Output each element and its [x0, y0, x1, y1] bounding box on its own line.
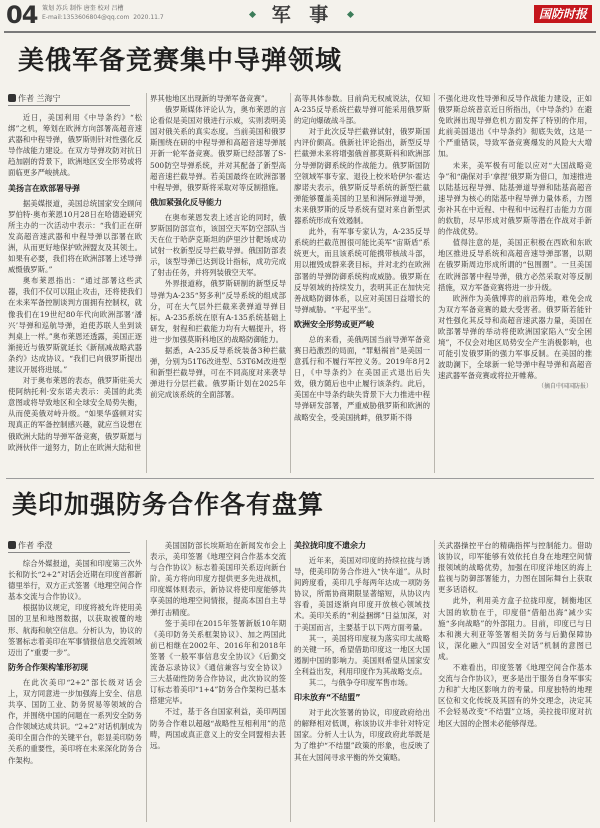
subheading: 欧洲安全形势或更严峻 [294, 319, 374, 329]
subheading: 美扬言在欧部署导弹 [8, 183, 80, 193]
section-title: 军 事 [271, 4, 335, 26]
article1-byline: 作者 兰海宁 [8, 93, 130, 106]
header-meta [42, 4, 192, 22]
column-divider [434, 540, 435, 822]
article1-column-2: 界其他地区出现新的导弹军备竞赛”。 俄罗斯媒体评论认为，奥布莱恩的言论看似是美国对俄进行示威，实则表明美国对俄关系的真实态度。当前美国和俄罗斯围绕在研的中程导弹和高超音速导弹展开新一轮军备竞赛。俄罗斯已经部署了S-500防空导弹系统，并对其配备了新型高超音速拦截导弹。若美国最终在欧洲部署中程导弹，俄罗斯将采取对等反制措施。 俄加紧强化反导能力 在奥布莱恩发表上述言论的同时，俄罗斯国防部宣布，该国空天军防空部队当天在位于哈萨克斯坦的萨里沙甘靶场成功试射一枚新型反导拦截导弹。俄国防部表示，该型导弹已达到设计指标，成功完成了射击任务，并将列装俄空天军。 外界报道称，俄罗斯研制的新型反导导弹为A-235“努多利”反导系统的组成部分，可在大气层外拦截来袭弹道导弹目标。A-235系统在原有A-135系统基础上研发，射程和拦截能力均有大幅提升，将进一步加强莫斯科地区的战略防御能力。 据悉，A-235反导系统装备3种拦截弹，分别为51T6改进型、53T6M改进型和新型拦截导弹，可在不同高度对来袭导弹进行分层拦截。俄罗斯计划在2025年前完成该系统的全面部署。 [150, 94, 286, 400]
subheading: 美拉拢印度不遗余力 [294, 541, 366, 550]
subheading: 俄加紧强化反导能力 [150, 197, 222, 207]
article2-column-1: 综合外媒报道，美国和印度第三次外长和防长“2+2”对话会近期在印度首都新德里举行，双方正式签署《地理空间合作基本交流与合作协议》。 根据协议规定，印度将被允许使用美国的卫星和地图数据，以获取被覆的地形、航海和航空信息。分析认为，协议的签署标志着美印在军事情报信息交流领域迈出了“重要一步”。 防务合作架构雏形初现 在此次美印“2+2”部长级对话会上，双方同意进一步加强海上安全、信息共享、国防工业、防务贸易等领域的合作，并围绕中国的问题在一系列安全防务合作领域达成共识。“2+2”对话机制成为美印全面合作的关键平台，彰显美印防务关系的重要性，美印将在未来深化防务合作架构。 [8, 559, 142, 765]
source-note: （摘自中国国防报） [537, 383, 592, 391]
article1-column-4: 不强化进攻性导弹和反导作战能力建设，正如俄罗斯总统普京近日所指出，《中导条约》在避免欧洲出现导弹危机方面发挥了特别的作用，此前美国退出《中导条约》彻底失效，这是一个严重错误，导致军备竞赛爆发的风险大大增加。 未来，美军极有可能以应对“大国战略竞争”和“确保对手‘拿捏’俄罗斯为借口，加速推进以陆基远程导弹、陆基弹道导弹和陆基高超音速导弹为核心的陆基中程导弹力量体系，力图弥补其在中近程、中程和中远程打击能力方面的软肋，尽早形成对俄罗斯等潜在作战对手新的作战优势。 值得注意的是，美国正积极在西欧和东欧地区推进反导系统和高超音速导弹部署，以期在俄罗斯周边形成所谓的“包围圈”。一旦美国在欧洲部署中程导弹，俄方必然采取对等反制措施，双方军备竞赛将进一步升级。 欧洲作为美俄博弈的前沿阵地，难免会成为双方军备竞赛的最大受害者。俄罗斯若能针对性强化其反导和高超音速武器力量，美国在欧部署导弹的举动将使欧洲国家陷入“安全困境”，不仅会对地区局势安全产生消极影响，也可能引发俄罗斯的强力军事反制。在美国的推波助澜下，全球新一轮导弹中程导弹和高超音速武器军备竞赛或将拉开帷幕。 （摘自中国国防报） [438, 93, 592, 468]
article2-column-4: 关武器操控平台的精确指挥与控制能力。借助该协议，印军能够有效依托自身在地理空间情报领域的战略优势，加强在印度洋地区的海上监视与防御部署能力，力图在国际舞台上获取更多话语权。 此外，利用美方盒子拉拢印度，制衡地区大国的软肋在于，印度借“借船出海”减少实施“多向战略”的外部阻力。目前，印度已与日本和澳大利亚等签署相关防务与后勤保障协议，深化融入“四国安全对话”机制的意图已成。 不难看出，印度签署《地理空间合作基本交流与合作协议》，更多是出于服务自身军事实力和扩大地区影响力的考量。印度独特的地理区位和文化传统及其固有的外交理念，决定其不会轻易改变“不结盟”立场，美拉拢印度对抗地区大国的企图未必能够得逞。 [438, 541, 592, 728]
column-divider [434, 93, 435, 473]
page-header [0, 0, 600, 30]
column-divider [290, 93, 291, 473]
article-divider [6, 478, 594, 479]
column-divider [146, 93, 147, 473]
star-icon [347, 11, 354, 18]
star-icon [249, 11, 256, 18]
article2-column-2: 美国国防部长埃斯珀在新闻发布会上表示，美印签署《地理空间合作基本交流与合作协议》标志着美国印关系迈向新台阶。美方将向印度方提供更多先进战机，印度媒体则表示，新协议将使印度能够共享美国的地理空间情报，提高本国自主导弹打击精度。 签于美印在2015年签署新版10年期《美印防务关系框架协议》、加之两国此前已相继在2002年、2016年和2018年签署《一般军事信息安全协议》《后勤交流备忘录协议》《通信兼容与安全协议》三大基础性防务合作协议，此次协议的签订标志着美印“1+4”防务合作架构已基本搭建完毕。 不过，基于各自国家利益，美印两国防务合作难以超越“战略性互相利用”的范畴，两国或真正意义上的安全同盟相去甚远。 [150, 541, 286, 750]
masthead-logo: 国防时报 [534, 5, 592, 23]
page-number: 04 [6, 1, 38, 29]
header-date: 2020.11.7 [133, 14, 164, 21]
subheading: 防务合作架构雏形初现 [8, 662, 88, 672]
article1-headline: 美俄军备竞赛集中导弹领域 [18, 46, 343, 76]
header-credits: 策划 苏兵 制作 唐奎 校对 吕槽 [42, 5, 124, 12]
pen-icon [8, 94, 16, 102]
article1-column-1: 近日，美国利用《中导条约》“松绑”之机，筹划在欧洲方向部署高超音速武器和中程导弹，俄罗斯则针对性强化反导作战能力建设。在双方导弹攻防对抗日趋加剧的背景下，欧洲地区安全形势或将面临更多严峻挑战。 美扬言在欧部署导弹 据美媒报道，美国总统国家安全顾问罗伯特·奥布莱恩10月28日在哈德逊研究所主办的一次活动中表示：“我们正在研发高超音速武器和中程导弹以部署在欧洲，从而更好地保护欧洲盟友及其领土。如果有必要，我们将在欧洲部署上述导弹威慑俄罗斯。” 奥布莱恩指出：“通过部署这些武器，我们不仅可以阻止攻击，还将使我们在未来军备控制谈判方面拥有控制权，就像我们在19世纪80年代向欧洲部署‘潘兴’导弹和巡航导弹，迫使苏联人坐到谈判桌上一样。”奥布莱恩还透露，美国正逐渐接近与俄罗斯就延长《新削减战略武器条约》达成协议。“我们已向俄罗斯提出建议开展将进展。” 对于奥布莱恩的表态，俄罗斯驻美大使阿纳托利·安东诺夫表示：美国的此类意图或将导致地区和全球安全局势失衡，从而使美俄对峙升级。“如果华盛顿对实现真正的军备控制感兴趣，就应当设想在俄欧洲大陆的导弹军备竞赛，俄罗斯愿与欧洲伙伴一道努力，防止在欧洲大陆和世 [8, 113, 142, 452]
article2-column-3: 美拉拢印度不遗余力 近年来，美国对印度的持续拉拢与诱导，使美印防务合作进入“快车道”。从时间跨度看，美印几乎每两年达成一项防务协议，所需协商期限显著缩短，从协议内容看，美国逐渐向印度开放核心领域技术。美印关系的“利益捆绑”日益加深，对于美国而言，主要基于以下两方面考量。 其一，美国将印度视为落实印太战略的关键一环，希望借助印度这一地区大国遏制中国的影响力。美国则希望从国家安全利益出发，利用印度作为其战略支点。 其二，与俄争夺印度军售市场。 印未放弃“不结盟” 对于此次签署的协议，印度政府给出的解释相对低调，称该协议并非针对特定国家。分析人士认为，印度政府此举既是为了维护“不结盟”政策的形象，也反映了其在大国间寻求平衡的外交策略。 [294, 541, 430, 762]
subheading: 印未放弃“不结盟” [294, 693, 361, 703]
header-email: E-mail:1353606804@qq.com 2020.11.7 [42, 14, 164, 21]
header-rule [4, 31, 596, 33]
column-divider [146, 540, 147, 822]
article1-column-3: 高等具体参数。目前尚无权威说法，仅知A-235反导系统拦截导弹可能采用俄罗斯的定向爆破战斗部。 对于此次反导拦截弹试射，俄罗斯国内评价颇高。俄新社评论指出，新型反导拦截弹未来将增强俄首都莫斯科和欧洲部分导弹防御系统的作战能力。俄罗斯国防空领域军事专家、退役上校米哈伊尔·霍达廖诺夫表示，俄罗斯反导系统的新型拦截弹能够覆盖美国的卫星和洲际弹道导弹，未来俄罗斯的反导系统有望对来自新型武器系统形成有效遏制。 此外，有军事专家认为，A-235反导系统的拦截范围很可能比美军“宙斯盾”系统更大，而且该系统可能携带核战斗部，用以摧毁成群来袭目标，并对北约在欧洲部署的导弹防御系统构成威胁。俄罗斯在反导领域的持续发力，表明其正在加快完善战略防御体系，以应对美国日益增长的导弹威胁。“平起平坐”。 欧洲安全形势或更严峻 总的来看，美俄两国当前导弹军备竞赛日趋激烈的局面，“罪魁祸首”是美国一意孤行和不履行军控义务。2019年8月2日，《中导条约》在美国正式退出后失效，俄方随后也中止履行该条约。此后，美国在中导条约缺失背景下大力推进中程导弹研发部署，严重威胁俄罗斯和欧洲的战略安全，受美国挑衅，俄罗斯不得 [294, 94, 430, 422]
article2-byline: 作者 季澄 [8, 540, 130, 553]
pen-icon [8, 541, 16, 549]
article2-headline: 美印加强防务合作各有盘算 [12, 490, 325, 519]
column-divider [290, 540, 291, 822]
